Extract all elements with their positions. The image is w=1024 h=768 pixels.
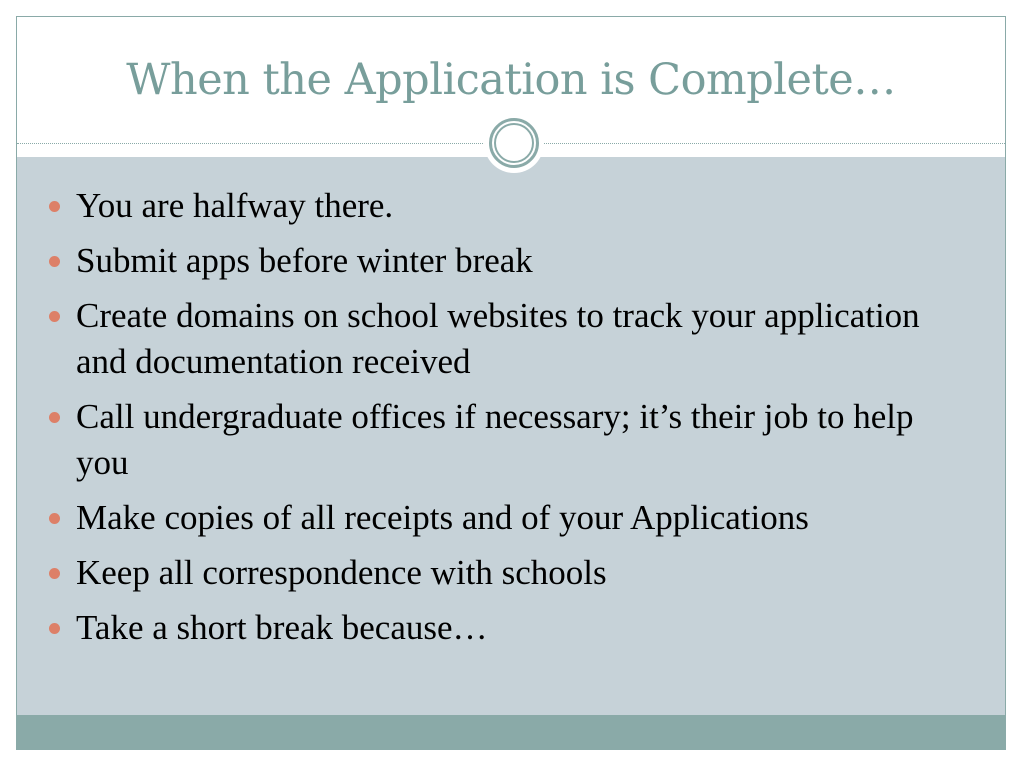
bullet-dot-icon — [49, 513, 60, 524]
bullet-dot-icon — [49, 311, 60, 322]
content-area — [17, 157, 1005, 717]
list-item — [47, 293, 967, 385]
slide-frame — [16, 16, 1006, 750]
bullet-dot-icon — [49, 201, 60, 212]
list-item — [47, 605, 967, 651]
bullet-text: Submit apps before winter break — [76, 241, 533, 280]
list-item — [47, 238, 967, 284]
list-item — [47, 495, 967, 541]
bullet-text: Make copies of all receipts and of your Applications — [76, 498, 809, 537]
list-item — [47, 394, 967, 486]
bullet-dot-icon — [49, 412, 60, 423]
list-item — [47, 550, 967, 596]
bullet-dot-icon — [49, 256, 60, 267]
bullet-dot-icon — [49, 623, 60, 634]
bullet-text: Keep all correspondence with schools — [76, 553, 607, 592]
ring-ornament-inner — [494, 123, 534, 163]
bullet-text: You are halfway there. — [76, 186, 394, 225]
footer-band — [17, 715, 1005, 749]
bullet-text: Call undergraduate offices if necessary; it’s their job to help you — [76, 397, 914, 482]
bullet-dot-icon — [49, 568, 60, 579]
bullet-list — [47, 183, 967, 660]
slide-title: When the Application is Complete… — [126, 55, 896, 105]
bullet-text: Take a short break because… — [76, 608, 488, 647]
bullet-text: Create domains on school websites to track your application and documentation received — [76, 296, 920, 381]
list-item — [47, 183, 967, 229]
